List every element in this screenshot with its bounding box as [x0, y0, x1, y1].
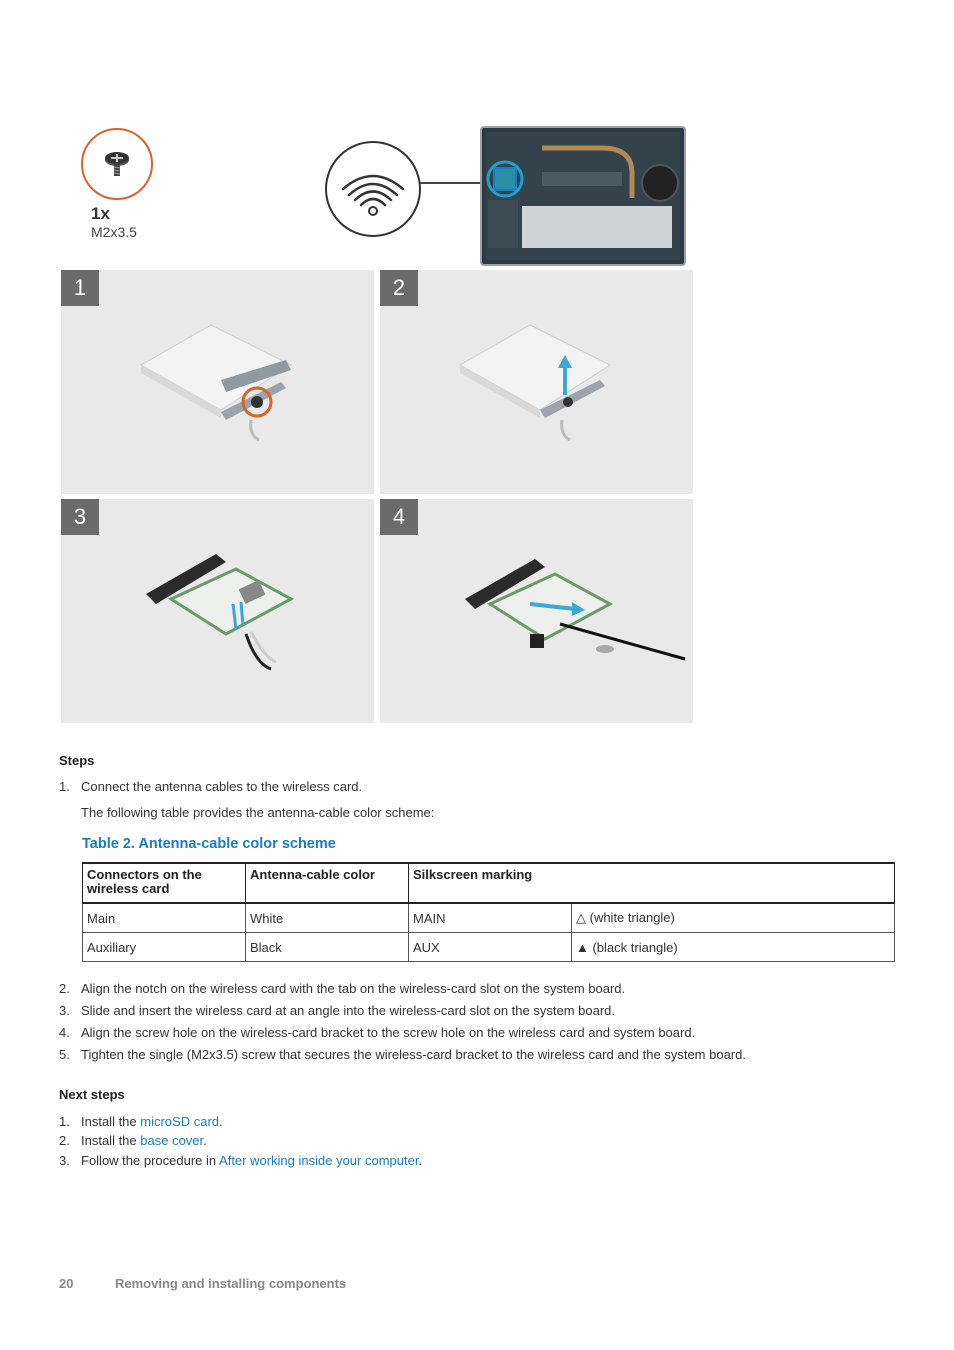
- step-text: Slide and insert the wireless card at an angle into the wireless-card slot on the system board.: [81, 1003, 615, 1018]
- step-number: 2.: [59, 1133, 70, 1148]
- step-text: Connect the antenna cables to the wireless card.: [81, 779, 363, 794]
- step-number: 3.: [59, 1003, 70, 1018]
- footer-section-title: Removing and installing components: [115, 1276, 347, 1291]
- wireless-card-insert-illustration: [460, 554, 690, 684]
- step-number: 1.: [59, 779, 70, 794]
- table-row: [83, 903, 895, 933]
- panel-number: 3: [61, 499, 99, 535]
- wifi-icon: [325, 141, 421, 237]
- step-text: Tighten the single (M2x3.5) screw that secures the wireless-card bracket to the wireless card and the system board.: [81, 1047, 746, 1062]
- step-text: Follow the procedure in: [81, 1153, 220, 1168]
- microsd-card-link[interactable]: microSD card: [140, 1114, 220, 1129]
- step-number: 3.: [59, 1153, 70, 1168]
- page-number: 20: [59, 1276, 74, 1291]
- wireless-card-bracket-illustration: [131, 320, 311, 460]
- step-text: Align the notch on the wireless card with the tab on the wireless-card slot on the system board.: [81, 981, 626, 996]
- table-cell: White: [246, 903, 409, 933]
- step-text-suffix: .: [203, 1133, 207, 1148]
- column-header: Antenna-cable color: [246, 863, 409, 903]
- base-cover-link[interactable]: base cover: [140, 1133, 204, 1148]
- step-number: 2.: [59, 981, 70, 996]
- next-steps-heading: Next steps: [59, 1087, 125, 1102]
- wireless-card-antenna-illustration: [141, 544, 311, 684]
- step-number: 5.: [59, 1047, 70, 1062]
- table-header-row: [83, 863, 895, 903]
- step-panel-4: [380, 499, 693, 723]
- step-text: Install the: [81, 1114, 141, 1129]
- panel-number: 4: [380, 499, 418, 535]
- table-caption: Table 2. Antenna-cable color scheme: [82, 836, 336, 852]
- table-cell: AUX: [409, 933, 572, 962]
- table-cell: Black: [246, 933, 409, 962]
- table-cell: Auxiliary: [83, 933, 246, 962]
- step-note: The following table provides the antenna-cable color scheme:: [81, 805, 435, 820]
- table-row: [83, 933, 895, 962]
- steps-heading: Steps: [59, 753, 95, 768]
- panel-number: 2: [380, 270, 418, 306]
- table-cell: Main: [83, 903, 246, 933]
- step-text-suffix: .: [219, 1114, 223, 1129]
- column-header: Silkscreen marking: [409, 863, 895, 903]
- table-cell: MAIN: [409, 903, 572, 933]
- step-number: 4.: [59, 1025, 70, 1040]
- antenna-color-table: [82, 862, 895, 962]
- table-cell: △ (white triangle): [572, 903, 895, 933]
- step-number: 1.: [59, 1114, 70, 1129]
- table-cell: ▲ (black triangle): [572, 933, 895, 962]
- step-panel-2: [380, 270, 693, 494]
- panel-number: 1: [61, 270, 99, 306]
- after-working-inside-link[interactable]: After working inside your computer: [219, 1153, 419, 1168]
- laptop-base-illustration: [480, 126, 686, 266]
- figure-overview: [60, 108, 692, 268]
- step-text: Align the screw hole on the wireless-card bracket to the screw hole on the wireless card and system board.: [81, 1025, 696, 1040]
- screw-icon: [81, 128, 153, 200]
- column-header: Connectors on the wireless card: [83, 863, 246, 903]
- screw-quantity: 1x: [91, 204, 110, 223]
- wireless-card-bracket-illustration: [450, 320, 630, 460]
- step-panel-1: [61, 270, 374, 494]
- step-panel-3: [61, 499, 374, 723]
- screw-size: M2x3.5: [91, 224, 137, 240]
- step-text: Install the: [81, 1133, 141, 1148]
- step-text-suffix: .: [418, 1153, 423, 1168]
